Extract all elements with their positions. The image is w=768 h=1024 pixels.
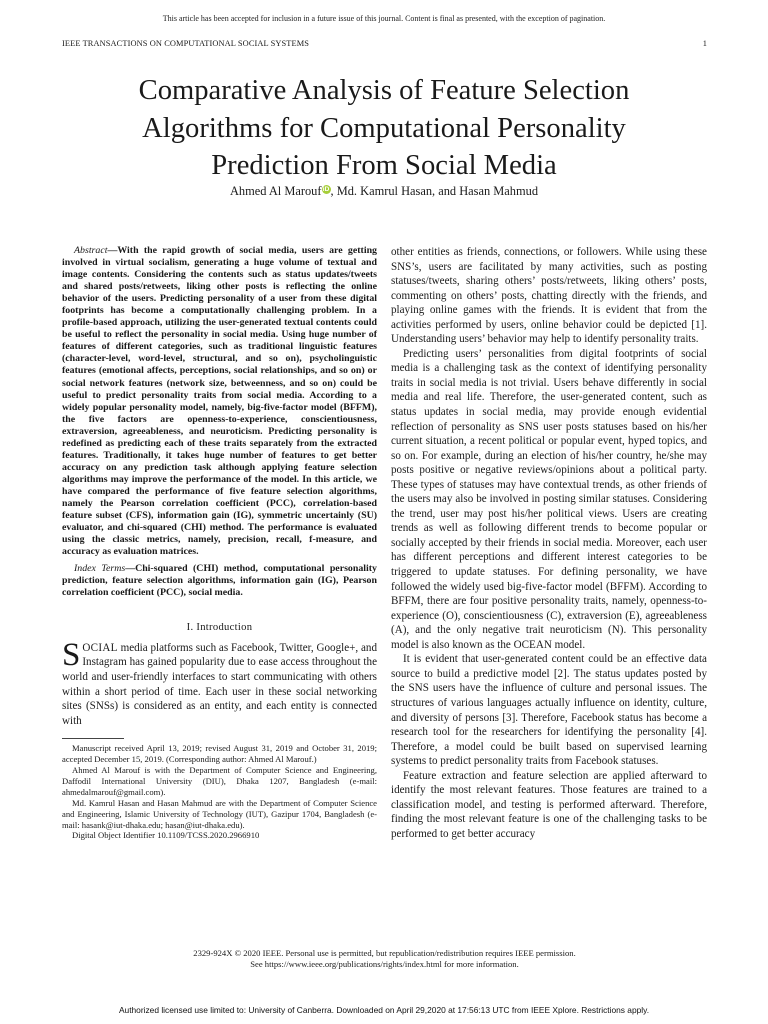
abstract	[62, 245, 377, 558]
journal-name: IEEE TRANSACTIONS ON COMPUTATIONAL SOCIAL SYSTEMS	[62, 39, 310, 48]
orcid-icon[interactable]: iD	[322, 186, 330, 193]
drop-cap: S	[62, 636, 81, 673]
intro-caps: OCIAL	[82, 641, 118, 654]
author-list	[0, 184, 768, 199]
first-author: Ahmed Al Marouf	[229, 184, 322, 198]
running-header	[62, 39, 707, 48]
footnote-author23: Md. Kamrul Hasan and Hasan Mahmud are with the Department of Computer Science and Engineering, Islamic University of Technology (IUT), Gazipur 1704, Bangladesh (e-mail: hasank@iut-dhaka.edu; hasan@iut-dhaka.edu).	[62, 797, 377, 830]
intro-text: media platforms such as Facebook, Twitter, Google+, and Instagram has gained popularity due to ease access throughout the world and user-friendly interfaces to start communicating with others within a short period of time. Each user in these social networking sites (SNSs) is considered as an entity, and each entity is connected with	[62, 641, 377, 727]
title-line: Prediction From Social Media	[211, 150, 557, 181]
index-terms	[62, 563, 377, 599]
abstract-text: With the rapid growth of social media, users are getting involved in virtual socialism, generating a huge volume of textual and image contents. Considering the contents such as status updates/tweets and shared posts/retweets, liking other posts is reflecting the online behavior of the users. Predicting personality of a user from these digital footprints has become a computationally challenging problem. In a profile-based approach, utilizing the user-generated textual contents could be useful to reflect the personality in social media. Using huge number of features of different categories, such as traditional linguistic features (character-level, word-level, structural, and so on), psycholinguistic features (emotional affects, perceptions, social relationships, and so on) or social network features (network size, betweenness, and so on) could be useful to predict personality traits from social media. According to a widely popular personality model, namely, big-five-factor model (BFFM), the five factors are openness-to-experience, conscientiousness, extraversion, agreeableness, and neuroticism. Predicting personality is redefined as predicting each of these traits separately from the extracted features. Traditionally, it takes huge number of features to get better accuracy on any prediction task although applying feature selection algorithms may improve the performance of the model. In this article, we have compared the performance of five feature selection algorithms, namely the Pearson correlation coefficient (PCC), correlation-based feature subset (CFS), information gain (IG), symmetric uncertainly (SU) evaluator, and chi-squared (CHI) method. The performance is evaluated using the classic metrics, namely, precision, recall, f-measure, and accuracy as evaluation matrices.	[62, 245, 377, 558]
footnote-doi: Digital Object Identifier 10.1109/TCSS.2020.2966910	[72, 830, 260, 841]
footnote-manuscript: Manuscript received April 13, 2019; revised August 31, 2019 and October 31, 2019; accepted December 15, 2019. (Corresponding author: Ahmed Al Marouf.)	[62, 743, 377, 765]
copyright-line: 2329-924X © 2020 IEEE. Personal use is permitted, but republication/redistribution requires IEEE permission.	[193, 948, 576, 958]
footnote-rule	[62, 738, 124, 739]
intro-paragraph	[62, 636, 377, 728]
footnote-author1: Ahmed Al Marouf is with the Department of Computer Science and Engineering, Daffodil International University (DIU), Dhaka 1207, Bangladesh (e-mail: ahmedalmarouf@gmail.com).	[62, 765, 377, 797]
index-terms-label: Index Terms	[74, 563, 126, 575]
left-column	[62, 245, 377, 841]
license-footer: Authorized licensed use limited to: University of Canberra. Downloaded on April 29,2020 at 17:56:13 UTC from IEEE Xplore. Restrictions apply.	[118, 1005, 650, 1015]
title-line: Comparative Analysis of Feature Selection	[138, 75, 630, 106]
copyright-line: See https://www.ieee.org/publications/rights/index.html for more information.	[250, 959, 519, 969]
index-terms-dash: —	[125, 563, 136, 575]
paper-title	[60, 72, 708, 185]
page-number: 1	[702, 39, 707, 48]
footnotes	[62, 743, 377, 841]
abstract-label: Abstract	[74, 245, 108, 256]
index-terms-text: Chi-squared (CHI) method, computational personality prediction, feature selection algorithms, information gain (IG), Pearson correlation coefficient (PCC), social media.	[62, 563, 377, 599]
right-column	[391, 245, 707, 841]
copyright-notice	[62, 948, 707, 970]
other-authors: , Md. Kamrul Hasan, and Hasan Mahmud	[330, 184, 539, 198]
body-paragraph: It is evident that user-generated content could be an effective data source to build a predictive model [2]. The status updates posted by the SNS users have the influence of culture and personal issues. The structures of various languages actually influence on identity, culture, and diversity of persons [3]. Therefore, Facebook status has become a research tool for the researchers for identifying the personality [4]. Therefore, a model could be built based on supervised learning systems to predict personality traits from Facebook statuses.	[391, 653, 707, 768]
publication-notice: This article has been accepted for inclusion in a future issue of this journal. Content is final as presented, with the exception of pagination.	[162, 14, 606, 23]
section-heading: I. Introduction	[186, 622, 253, 634]
body-paragraph: other entities as friends, connections, or followers. While using these SNS’s, users are facilitated by many activities, such as posting statuses/tweets, sharing others’ posts/retweets, liking others’ posts, commenting on others’ posts, chatting directly with the friends, and playing online games with the friends. It is evident that from the activities performed by users, online behavior could be depicted [1]. Understanding users’ behavior may help to identify personality traits.	[391, 246, 707, 346]
abstract-dash: —	[107, 245, 118, 256]
body-paragraph: Predicting users’ personalities from digital footprints of social media is a challenging task as the context of identifying personality traits in social media is not trivial. Users behave differently in social media and real life. Therefore, the user-generated content, such as status updates in social media, may provide enough evidential reflection of personality as SNS user posts statuses based on his/her current situation, a recent political or popular event, hyped topics, and so on. For example, during an election of his/her country, he/she may posts positive or negative reviews/opinions about a political party. These types of statuses may have contextual trends, as other friends of the users may also be involved in posting similar statuses. Considering the trend, user may post his/her political views. Users are creating trends as well as following different trends to become popular or socially accepted by their friends in social media. Moreover, each user has different perceptions and different interest categories to be triggered to update statuses. For defining personality, we have followed the widely used big-five-factor model (BFFM). According to BFFM, there are four positive personality traits, namely, openness-to-experience (O), conscientiousness (C), extraversion (E), agreeableness (A), and the only negative trait neuroticism (N). This personality model is also known as the OCEAN model.	[391, 347, 707, 651]
body-paragraph: Feature extraction and feature selection are applied afterward to identify the most relevant features. Those features are trained to a classification model, and testing is performed afterward. Therefore, finding the most relevant feature is one of the challenging tasks to be performed to get better accuracy	[391, 769, 707, 840]
title-line: Algorithms for Computational Personality	[142, 112, 626, 144]
